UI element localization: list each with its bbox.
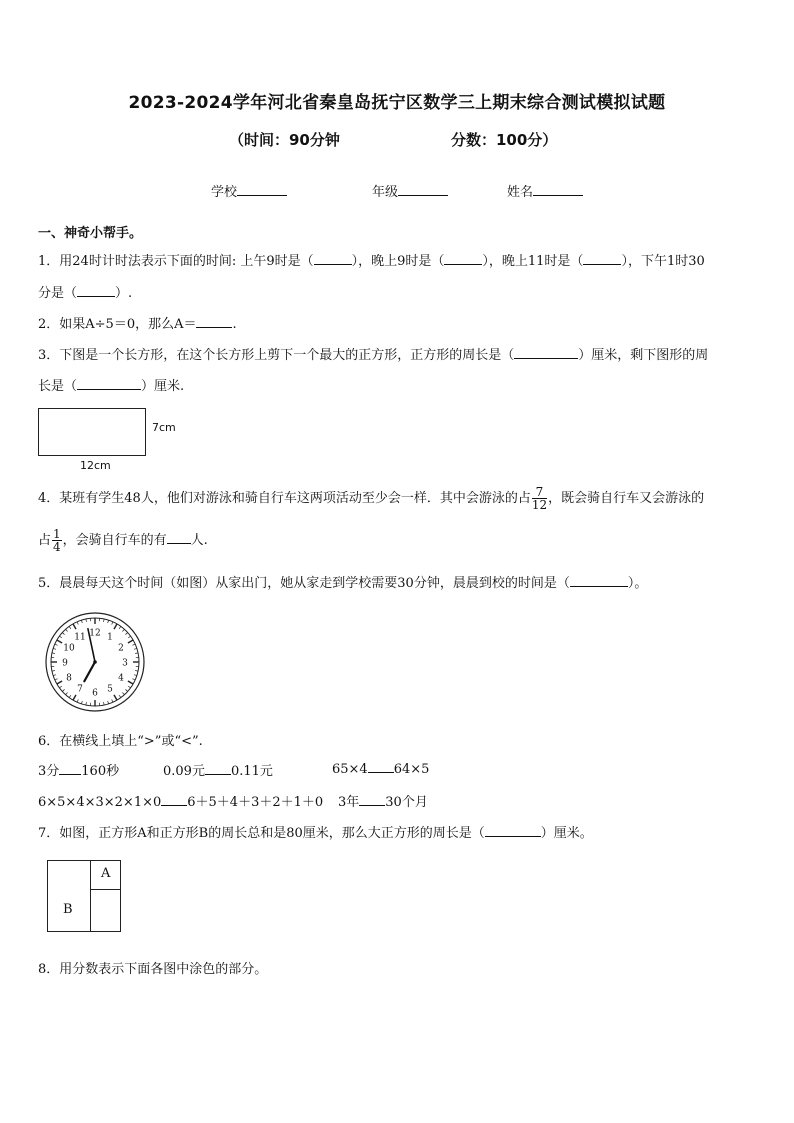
question-4-line-2 bbox=[38, 528, 208, 553]
q4-text-4: ，会骑自行车的有 bbox=[62, 533, 167, 548]
clock-tick bbox=[77, 699, 78, 702]
question-5 bbox=[38, 572, 647, 591]
clock-tick bbox=[57, 681, 62, 684]
clock-tick bbox=[57, 640, 62, 643]
clock-tick bbox=[134, 675, 137, 676]
clock-tick bbox=[128, 681, 133, 684]
clock-tick bbox=[108, 620, 109, 623]
clock-tick bbox=[108, 701, 109, 704]
compare-d-right: 6＋5＋4＋3＋2＋1＋0 bbox=[187, 795, 324, 810]
clock-tick bbox=[69, 695, 71, 697]
clock-tick bbox=[52, 671, 55, 672]
clock-number: 1 bbox=[107, 632, 113, 643]
score-info: 分数：100分） bbox=[451, 131, 558, 149]
q3-text-1: 3．下图是一个长方形，在这个长方形上剪下一个最大的正方形，正方形的周长是（ bbox=[38, 348, 515, 363]
clock-number: 4 bbox=[118, 673, 124, 684]
compare-b-blank[interactable] bbox=[205, 762, 231, 775]
compare-e-right: 30个月 bbox=[385, 795, 428, 810]
hour-hand bbox=[84, 662, 95, 681]
q5-text-1: 5．晨晨每天这个时间（如图）从家出门，她从家走到学校需要30分钟，晨晨到校的时间是（ bbox=[38, 576, 570, 591]
clock-number: 7 bbox=[77, 684, 83, 695]
clock-number: 6 bbox=[92, 688, 98, 699]
clock-tick bbox=[77, 622, 78, 625]
q4-text-1: 4．某班有学生48人，他们对游泳和骑自行车这两项活动至少会一样．其中会游泳的占 bbox=[38, 491, 531, 506]
q3-text-2: ）厘米，剩下图形的周 bbox=[578, 348, 709, 363]
clock-tick bbox=[81, 701, 82, 704]
q1-text-5: 分是（ bbox=[38, 286, 78, 301]
clock-number: 3 bbox=[122, 658, 128, 669]
school-field bbox=[211, 181, 287, 200]
clock-tick bbox=[55, 679, 58, 680]
clock-tick bbox=[114, 624, 117, 629]
clock-number: 11 bbox=[74, 632, 86, 643]
clock-tick bbox=[125, 633, 127, 635]
q3-text-4: ）厘米. bbox=[141, 379, 185, 394]
grade-field bbox=[372, 181, 448, 200]
clock-figure bbox=[44, 612, 148, 714]
clock-number: 8 bbox=[66, 673, 72, 684]
clock-number: 12 bbox=[89, 628, 101, 639]
clock-tick bbox=[135, 671, 138, 672]
q5-blank[interactable] bbox=[570, 574, 628, 587]
name-field bbox=[507, 181, 583, 200]
clock-tick bbox=[52, 653, 55, 654]
page-title: 2023-2024学年河北省秦皇岛抚宁区数学三上期末综合测试模拟试题 bbox=[128, 93, 666, 113]
compare-a-right: 160秒 bbox=[81, 764, 120, 779]
compare-d-left: 6×5×4×3×2×1×0 bbox=[38, 795, 162, 810]
clock-tick bbox=[73, 624, 76, 629]
q2-text-2: . bbox=[232, 317, 237, 332]
school-line[interactable] bbox=[237, 183, 287, 196]
square-a-label: A bbox=[101, 866, 111, 881]
question-8: 8．用分数表示下面各图中涂色的部分。 bbox=[38, 962, 268, 977]
q1-text-6: ）. bbox=[115, 286, 133, 301]
clock-number: 5 bbox=[107, 684, 113, 695]
clock-tick bbox=[59, 636, 61, 638]
clock-tick bbox=[53, 675, 56, 676]
q4-text-3: 占 bbox=[38, 533, 52, 548]
question-2 bbox=[38, 313, 237, 332]
clock-tick bbox=[128, 640, 133, 643]
grade-label: 年级 bbox=[372, 185, 399, 200]
q1-blank-1[interactable] bbox=[314, 252, 352, 265]
compare-e-left: 3年 bbox=[338, 795, 360, 810]
section-heading: 一、神奇小帮手。 bbox=[38, 226, 143, 241]
clock-tick bbox=[73, 695, 76, 700]
clock-tick bbox=[86, 619, 87, 622]
grade-line[interactable] bbox=[398, 183, 448, 196]
q1-blank-2[interactable] bbox=[444, 252, 482, 265]
square-b-label: B bbox=[63, 902, 73, 917]
q1-text-3: ），晚上11时是（ bbox=[482, 254, 584, 269]
clock-tick bbox=[125, 689, 127, 691]
q3-blank-1[interactable] bbox=[514, 346, 578, 359]
q7-text-2: ）厘米。 bbox=[540, 826, 593, 841]
clock-tick bbox=[112, 622, 113, 625]
compare-a-blank[interactable] bbox=[59, 762, 81, 775]
fraction-1-4 bbox=[52, 528, 62, 553]
compare-b bbox=[163, 760, 273, 779]
compare-e bbox=[338, 791, 428, 810]
squares-figure bbox=[47, 860, 121, 932]
clock-tick bbox=[66, 692, 68, 694]
clock-tick bbox=[128, 686, 130, 688]
compare-c bbox=[332, 760, 429, 777]
name-line[interactable] bbox=[533, 183, 583, 196]
clock-tick bbox=[119, 626, 121, 628]
question-3-line-1 bbox=[38, 344, 708, 363]
q7-text-1: 7．如图，正方形A和正方形B的周长总和是80厘米，那么大正方形的周长是（ bbox=[38, 826, 485, 841]
rectangle-figure bbox=[38, 408, 146, 456]
question-1-line-1 bbox=[38, 250, 705, 269]
clock-tick bbox=[122, 692, 124, 694]
q2-text-1: 2．如果A÷5＝0，那么A＝ bbox=[38, 317, 197, 332]
question-1-line-2 bbox=[38, 282, 132, 301]
q5-text-2: ）。 bbox=[627, 576, 648, 591]
fraction-7-12 bbox=[532, 486, 547, 511]
clock-tick bbox=[81, 620, 82, 623]
q1-text-2: ），晚上9时是（ bbox=[351, 254, 445, 269]
name-label: 姓名 bbox=[507, 185, 534, 200]
q2-blank[interactable] bbox=[196, 315, 232, 328]
q4-text-2: ，既会骑自行车又会游泳的 bbox=[548, 491, 705, 506]
clock-tick bbox=[62, 633, 64, 635]
compare-d-blank[interactable] bbox=[161, 793, 187, 806]
clock-tick bbox=[55, 644, 58, 645]
frac2-denominator: 4 bbox=[53, 540, 61, 554]
frac1-numerator: 7 bbox=[532, 486, 547, 499]
q1-text-4: ），下午1时30 bbox=[621, 254, 705, 269]
compare-c-blank[interactable] bbox=[368, 760, 394, 773]
frac1-denominator: 12 bbox=[531, 498, 548, 512]
clock-center bbox=[93, 660, 97, 664]
clock-tick bbox=[135, 653, 138, 654]
clock-tick bbox=[112, 699, 113, 702]
question-6: 6．在横线上填上“>”或“<”. bbox=[38, 734, 203, 749]
q1-blank-3[interactable] bbox=[583, 252, 621, 265]
school-label: 学校 bbox=[211, 185, 238, 200]
clock-number: 9 bbox=[62, 658, 68, 669]
compare-d bbox=[38, 791, 323, 810]
clock-tick bbox=[122, 629, 124, 631]
clock-tick bbox=[62, 689, 64, 691]
q1-blank-4[interactable] bbox=[77, 284, 115, 297]
rect-width-label: 12cm bbox=[80, 459, 111, 472]
clock-tick bbox=[114, 695, 117, 700]
clock-tick bbox=[104, 702, 105, 705]
frac2-numerator: 1 bbox=[53, 527, 61, 541]
compare-b-left: 0.09元 bbox=[163, 764, 205, 779]
clock-tick bbox=[132, 679, 135, 680]
clock-tick bbox=[59, 686, 61, 688]
question-4-line-1 bbox=[38, 486, 704, 511]
clock-tick bbox=[104, 619, 105, 622]
question-3-line-2 bbox=[38, 375, 184, 394]
clock-tick bbox=[53, 648, 56, 649]
compare-b-right: 0.11元 bbox=[230, 764, 273, 779]
clock-number: 10 bbox=[63, 643, 75, 654]
clock-tick bbox=[128, 636, 130, 638]
q4-blank[interactable] bbox=[167, 531, 191, 544]
compare-c-left: 65×4 bbox=[332, 762, 368, 777]
question-7 bbox=[38, 822, 593, 841]
q1-text-1: 1．用24时计时法表示下面的时间: 上午9时是（ bbox=[38, 254, 314, 269]
q3-text-3: 长是（ bbox=[38, 379, 78, 394]
clock-tick bbox=[86, 702, 87, 705]
clock-number: 2 bbox=[118, 643, 124, 654]
compare-e-blank[interactable] bbox=[359, 793, 385, 806]
clock-tick bbox=[134, 648, 137, 649]
clock-tick bbox=[69, 626, 71, 628]
clock-tick bbox=[132, 644, 135, 645]
rect-height-label: 7cm bbox=[152, 421, 176, 434]
q3-blank-2[interactable] bbox=[77, 377, 141, 390]
compare-a bbox=[38, 760, 119, 779]
clock-tick bbox=[66, 629, 68, 631]
q7-blank[interactable] bbox=[485, 824, 541, 837]
q4-text-5: 人. bbox=[190, 533, 208, 548]
clock-tick bbox=[119, 695, 121, 697]
compare-c-right: 64×5 bbox=[393, 762, 430, 777]
time-info: （时间：90分钟 bbox=[229, 131, 340, 149]
compare-a-left: 3分 bbox=[38, 764, 60, 779]
